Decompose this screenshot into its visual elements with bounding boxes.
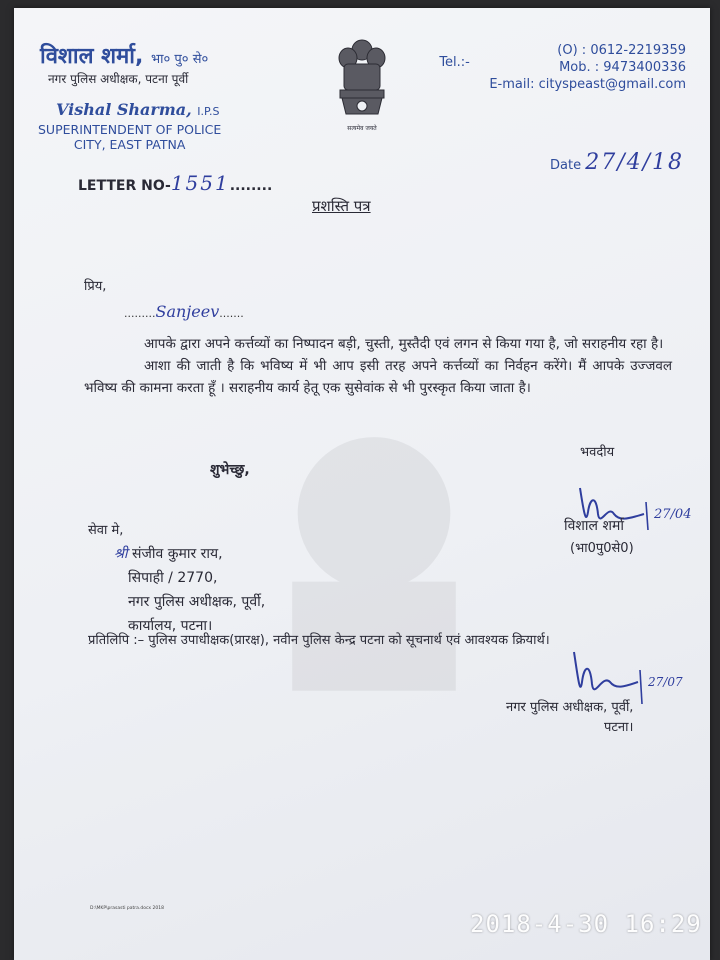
- address-line-2: सिपाही / 2770,: [128, 570, 218, 586]
- address-line-4: कार्यालय, पटना।: [128, 618, 213, 634]
- tel-label: Tel.:-: [439, 55, 470, 70]
- recipient-name: Sanjeev: [155, 302, 220, 321]
- date-value: 27/4/18: [585, 150, 685, 175]
- email-address: E-mail: cityspeast@gmail.com: [489, 77, 686, 92]
- recipient-name-line: [124, 302, 244, 321]
- file-path: D:\MKP\prasasti patra.docx 2018: [90, 906, 164, 911]
- address-shri: श्री: [114, 546, 128, 562]
- contact-block: [439, 42, 686, 93]
- letter-no-label: LETTER NO-: [78, 178, 171, 194]
- closing: भवदीय: [580, 445, 615, 460]
- office-signature-date: 27/07: [648, 675, 683, 689]
- office-block: [506, 698, 633, 738]
- office-line-2: पटना।: [604, 720, 634, 735]
- address-line-1: [114, 542, 265, 566]
- body-paragraph-2: आशा की जाती है कि भविष्य में भी आप इसी तरह अपने कर्त्तव्यों का निर्वहन करेंगे। मैं आपके उज्जवल भविष्य की कामना करता हूँ । सराहनीय कार्य हेतू एक सुसेवांक से भी पुरस्कृत किया जाता है।: [84, 358, 672, 396]
- signer-degree: (भा0पु0से0): [570, 541, 634, 556]
- letterhead-rank-hindi: नगर पुलिस अधीक्षक, पटना पूर्वी: [48, 72, 189, 86]
- name-english: Vishal Sharma,: [56, 100, 192, 119]
- letter-number: [78, 171, 272, 195]
- phone-mobile: Mob. : 9473400336: [559, 60, 686, 75]
- lion-capital-icon: [332, 36, 392, 122]
- letterhead-rank-english: [38, 122, 221, 152]
- signature-date: 27/04: [654, 507, 692, 522]
- rank-english-line2: CITY, EAST PATNA: [73, 137, 186, 152]
- letter-no-dots: ........: [229, 178, 273, 194]
- signer-name: विशाल शर्मा: [564, 518, 625, 534]
- salutation: प्रिय,: [84, 279, 107, 294]
- name-hindi: विशाल शर्मा,: [40, 44, 144, 69]
- date-label: Date: [550, 158, 582, 173]
- photo-timestamp: 2018-4-30 16:29: [470, 910, 702, 938]
- national-emblem: [332, 36, 392, 136]
- phone-office: (O) : 0612-2219359: [557, 43, 686, 58]
- address-line-3: नगर पुलिस अधीक्षक, पूर्वी,: [128, 594, 266, 610]
- letterhead-name-english: [56, 100, 219, 119]
- letter-no-value: 1551: [170, 171, 230, 195]
- body-paragraph-1: आपके द्वारा अपने कर्त्तव्यों का निष्पादन बड़ी, चुस्ती, मुस्तैदी एवं लगन से किया गया है, जो सराहनीय रहा है।: [144, 336, 664, 352]
- address-block: [114, 542, 265, 638]
- letter-paper: [14, 8, 710, 960]
- greeting: शुभेच्छु,: [210, 462, 250, 478]
- rank-english-line1: SUPERINTENDENT OF POLICE: [38, 122, 222, 137]
- subject-heading: प्रशस्ति पत्र: [312, 197, 371, 215]
- copy-note: प्रतिलिपि :– पुलिस उपाधीक्षक(प्रारक्ष), नवीन पुलिस केन्द्र पटना को सूचनार्थ एवं आवश्यक क्रियार्थ।: [88, 633, 550, 648]
- degree-hindi: भा० पु० से०: [151, 52, 209, 67]
- leader-dots-left: .........: [124, 307, 156, 320]
- date-line: [550, 150, 684, 175]
- letterhead-name-hindi: [40, 40, 208, 70]
- watermark-emblem-icon: [234, 418, 514, 718]
- office-line-1: नगर पुलिस अधीक्षक, पूर्वी,: [506, 700, 634, 715]
- degree-english: I.P.S: [197, 105, 220, 118]
- address-name: संजीव कुमार राय,: [132, 546, 223, 562]
- address-label: सेवा मे,: [88, 523, 124, 538]
- emblem-motto: सत्यमेव जयते: [347, 125, 377, 132]
- leader-dots-right: .......: [219, 307, 244, 320]
- letter-body: [84, 333, 672, 399]
